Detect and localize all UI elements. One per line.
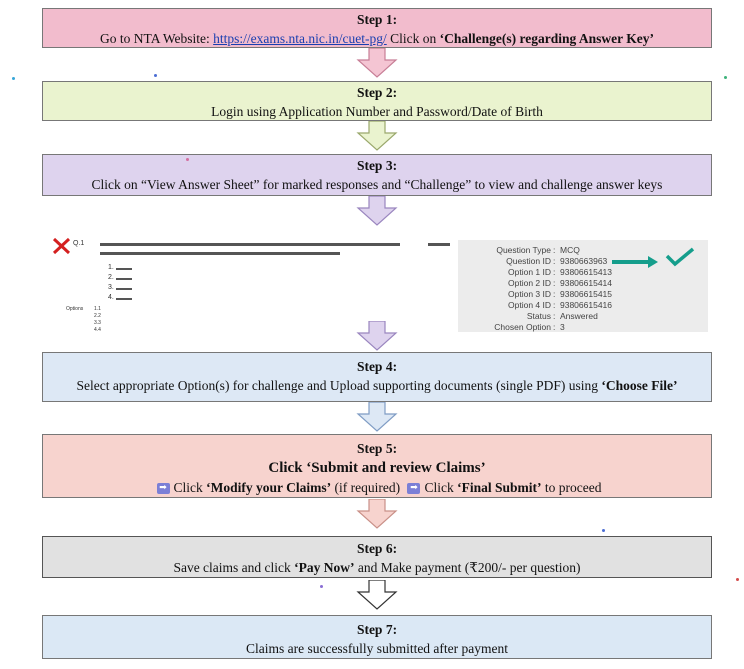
pay-now-label: ‘Pay Now’	[294, 560, 355, 575]
detail-key: Status	[526, 311, 551, 321]
option-sub: 4.4	[94, 327, 101, 333]
step-1-prefix: Go to NTA Website:	[100, 31, 214, 46]
step-3-title: Step 3:	[356, 158, 398, 173]
detail-row: Status : Answered	[526, 311, 598, 321]
noise-dot	[320, 585, 323, 588]
option-text	[116, 298, 132, 300]
question-number: Q.1	[73, 240, 85, 247]
detail-row: Option 1 ID : 93806615413	[508, 267, 613, 277]
step-7-text: Claims are successfully submitted after payment	[245, 641, 509, 656]
detail-value: Answered	[560, 311, 598, 321]
detail-key: Option 3 ID	[508, 289, 551, 299]
noise-dot	[736, 578, 739, 581]
option-sub: 2.2	[94, 313, 101, 319]
step-2-box	[42, 81, 712, 121]
detail-value: 93806615413	[560, 267, 613, 277]
step-5-box	[42, 434, 712, 498]
step-5-proceed: to proceed	[541, 480, 602, 495]
option-text	[116, 288, 132, 290]
detail-key: Chosen Option	[494, 322, 551, 332]
step-5-click2: Click	[424, 480, 458, 495]
step-4-title: Step 4:	[356, 359, 398, 374]
step-1-box	[42, 8, 712, 48]
step-7-title: Step 7:	[356, 622, 398, 637]
arrow-down-icon	[356, 580, 398, 610]
arrow-right-icon: ➡	[407, 483, 420, 494]
cross-icon	[52, 237, 72, 255]
arrow-down-icon	[356, 196, 398, 226]
step-5-ifreq: (if required)	[331, 480, 404, 495]
modify-claims-label: ‘Modify your Claims’	[206, 480, 332, 495]
detail-row: Question Type : MCQ	[496, 245, 580, 255]
detail-key: Option 1 ID	[508, 267, 551, 277]
detail-value: MCQ	[560, 245, 580, 255]
checkmark-icon	[664, 246, 696, 268]
option-number: 2.	[108, 274, 114, 281]
noise-dot	[12, 77, 15, 80]
detail-value: 9380663963	[560, 256, 608, 266]
detail-value: 93806615416	[560, 300, 613, 310]
detail-key: Option 4 ID	[508, 300, 551, 310]
detail-key: Option 2 ID	[508, 278, 551, 288]
detail-value: 93806615414	[560, 278, 613, 288]
step-1-title: Step 1:	[356, 12, 398, 27]
option-text	[116, 268, 132, 270]
step-6-title: Step 6:	[356, 541, 398, 556]
arrow-down-icon	[356, 321, 398, 351]
step-7-box	[42, 615, 712, 659]
noise-dot	[724, 76, 727, 79]
option-sub: 1.1	[94, 306, 101, 312]
step-5-click: Click	[173, 480, 207, 495]
arrow-down-icon	[356, 121, 398, 151]
step-1-mid: Click on	[386, 31, 440, 46]
step-5-title: Step 5:	[356, 441, 398, 456]
step-4-prefix: Select appropriate Option(s) for challenge and Upload supporting documents (single PDF) using	[76, 378, 602, 393]
detail-key: Question ID	[506, 256, 551, 266]
option-number: 3.	[108, 284, 114, 291]
options-label: Options	[66, 306, 84, 312]
option-number: 4.	[108, 294, 114, 301]
question-text-line	[100, 243, 400, 246]
step-5-headline: Click ‘Submit and review Claims’	[268, 460, 486, 476]
arrow-down-icon	[356, 48, 398, 78]
noise-dot	[154, 74, 157, 77]
step-6-prefix: Save claims and click	[173, 560, 295, 575]
question-text-fragment	[428, 243, 450, 246]
step-3-box	[42, 154, 712, 196]
step-1-bold: ‘Challenge(s) regarding Answer Key’	[439, 31, 654, 46]
detail-row: Question ID : 9380663963	[506, 256, 608, 266]
detail-value: 93806615415	[560, 289, 613, 299]
detail-row: Option 4 ID : 93806615416	[508, 300, 613, 310]
step-2-title: Step 2:	[356, 85, 398, 100]
arrow-down-icon	[356, 499, 398, 529]
noise-dot	[186, 158, 189, 161]
detail-row: Option 2 ID : 93806615414	[508, 278, 613, 288]
noise-dot	[602, 529, 605, 532]
question-text-line	[100, 252, 340, 255]
option-number: 1.	[108, 264, 114, 271]
step-4-box	[42, 352, 712, 402]
nta-website-link[interactable]: https://exams.nta.nic.in/cuet-pg/	[213, 31, 387, 46]
detail-row: Option 3 ID : 93806615415	[508, 289, 613, 299]
detail-key: Question Type	[496, 245, 551, 255]
arrow-right-icon: ➡	[157, 483, 170, 494]
option-text	[116, 278, 132, 280]
step-6-suffix: and Make payment (₹200/- per question)	[354, 560, 581, 575]
option-sub: 3.3	[94, 320, 101, 326]
step-6-box	[42, 536, 712, 578]
arrow-down-icon	[356, 402, 398, 432]
step-2-text: Login using Application Number and Password/Date of Birth	[211, 104, 543, 119]
choose-file-label: ‘Choose File’	[601, 378, 678, 393]
final-submit-label: ‘Final Submit’	[457, 480, 542, 495]
detail-row: Chosen Option : 3	[494, 322, 565, 332]
step-3-text: Click on “View Answer Sheet” for marked responses and “Challenge” to view and challenge answer keys	[91, 177, 663, 192]
detail-value: 3	[560, 322, 565, 332]
